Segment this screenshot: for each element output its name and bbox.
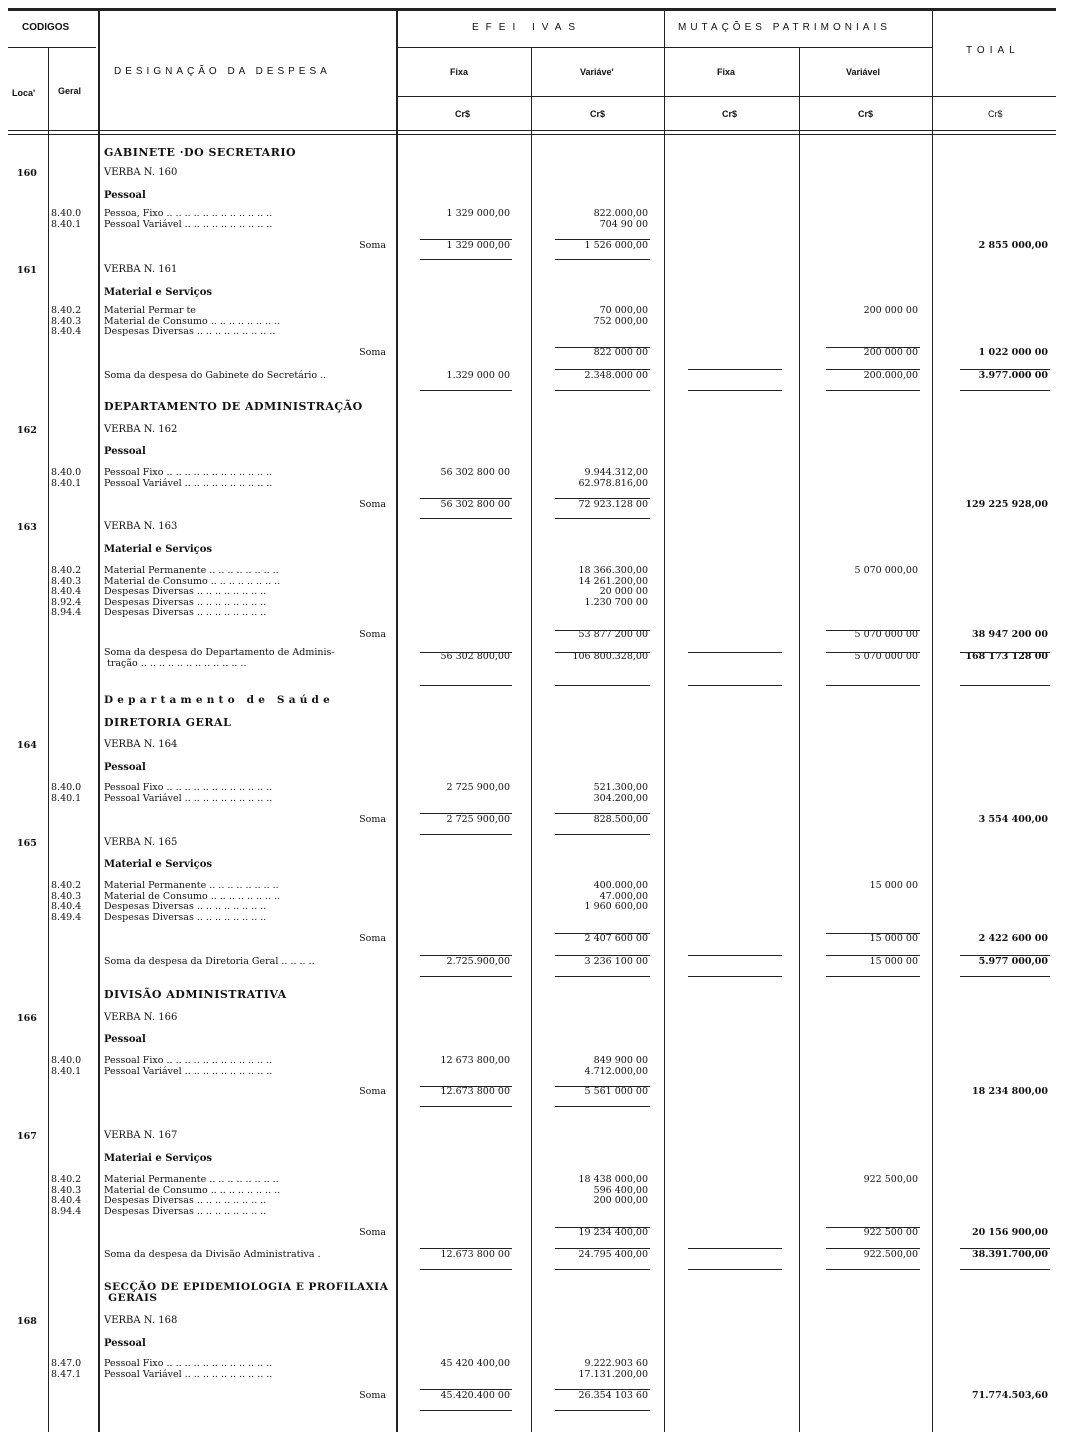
row-description: Material Permanente .. .. .. .. .. .. .. .. Material de Consumo .. .. .. .. .. .. .. .. Despesas Diversas .. .. .. .. .. .. .. .. Despesas Diversas .. .. .. .. .. .. .. .. <box>104 1174 281 1217</box>
rule-line <box>826 1248 920 1249</box>
rule-line <box>420 813 512 814</box>
column-line <box>396 8 398 1432</box>
value-c2: 70 000,00 752 000,00 <box>593 305 648 327</box>
rule-line <box>555 347 650 348</box>
row-description: Pessoa, Fixo .. .. .. .. .. .. .. .. .. .. .. .. Pessoal Variável .. .. .. .. .. .. .. .. .. .. <box>104 208 273 230</box>
value-total: 38.391.700,00 <box>971 1249 1048 1260</box>
section-title: DEPARTAMENTO DE ADMINISTRAÇÃO <box>104 400 363 413</box>
rule-line <box>420 518 512 519</box>
value-c1: 12 673 800,00 <box>440 1055 510 1066</box>
soma-label: Soma <box>359 1086 386 1097</box>
rule-line <box>688 685 782 686</box>
subsection-title: Material e Serviços <box>104 544 213 555</box>
rule-line <box>555 259 650 260</box>
rule-line <box>420 955 512 956</box>
verba-title: VERBA N. 163 <box>104 521 178 532</box>
header-variavel-1: Variáve' <box>580 67 614 77</box>
value-c4: 922 500 00 <box>863 1227 918 1238</box>
department-title: Departamento de Saúde <box>104 694 334 706</box>
header-codigos: CODIGOS <box>22 22 70 33</box>
value-total: 3 554 400,00 <box>978 814 1048 825</box>
subsection-title: Pessoal <box>104 446 146 457</box>
rule-line <box>688 1248 782 1249</box>
value-c1: 1 329 000,00 <box>446 240 510 251</box>
subsection-title: Pessoal <box>104 1034 146 1045</box>
value-total: 18 234 800,00 <box>971 1086 1048 1097</box>
subsection-title: Pessoal <box>104 190 146 201</box>
rule-line <box>555 390 650 391</box>
value-c1: 2 725 900,00 <box>446 782 510 793</box>
rule-line <box>420 1086 512 1087</box>
verba-title: VERBA N. 164 <box>104 739 178 750</box>
rule-line <box>826 347 920 348</box>
rule-line <box>826 1227 920 1228</box>
account-codes: 8.47.0 8.47.1 <box>51 1358 82 1380</box>
rule-line <box>555 1248 650 1249</box>
value-c1: 12.673 800 00 <box>440 1086 510 1097</box>
soma-label: Soma <box>359 629 386 640</box>
column-line <box>799 47 800 1432</box>
verba-title: VERBA N. 162 <box>104 424 178 435</box>
value-total: 129 225 928,00 <box>965 499 1048 510</box>
value-total: 20 156 900,00 <box>971 1227 1048 1238</box>
header-total: TOIAL <box>966 45 1020 56</box>
row-description: Material Permanente .. .. .. .. .. .. .. .. Material de Consumo .. .. .. .. .. .. .. .. Despesas Diversas .. .. .. .. .. .. .. .. Despesas Diversas .. .. .. .. .. .. .. .. <box>104 880 281 923</box>
value-c2: 9.222.903 60 17.131.200,00 <box>578 1358 648 1380</box>
rule-line <box>8 8 1056 11</box>
header-currency-c1: Cr$ <box>455 109 471 119</box>
value-c1: 45 420 400,00 <box>440 1358 510 1369</box>
rule-line <box>555 1269 650 1270</box>
column-line <box>531 47 532 1432</box>
verba-code: 166 <box>17 1013 37 1024</box>
rule-line <box>555 976 650 977</box>
value-total: 168 173 128 00 <box>965 651 1048 662</box>
rule-line <box>960 955 1050 956</box>
row-description: Material Permanente .. .. .. .. .. .. .. .. Material de Consumo .. .. .. .. .. .. .. .. Despesas Diversas .. .. .. .. .. .. .. .. Despesas Diversas .. .. .. .. .. .. .. .. Despesas Diversas .. .. .. .. .. .. .. .. <box>104 565 281 619</box>
value-c4: 200 000 00 <box>863 347 918 358</box>
value-total: 71.774.503,60 <box>971 1390 1048 1401</box>
value-c4: 5 070 000 00 <box>854 629 918 640</box>
value-c1: 1 329 000,00 <box>446 208 510 219</box>
verba-title: VERBA N. 167 <box>104 1130 178 1141</box>
rule-line <box>420 685 512 686</box>
rule-line <box>688 390 782 391</box>
verba-title: VERBA N. 160 <box>104 167 178 178</box>
rule-line <box>420 834 512 835</box>
verba-title: VERBA N. 168 <box>104 1315 178 1326</box>
value-c4: 5 070 000,00 <box>854 565 918 576</box>
subsection-title: Material e Serviços <box>104 287 213 298</box>
rule-line <box>420 390 512 391</box>
value-c2: 9.944.312,00 62.978.816,00 <box>578 467 648 489</box>
row-description: Pessoal Fixo .. .. .. .. .. .. .. .. .. .. .. .. Pessoal Variável .. .. .. .. .. .. .. .. .. .. <box>104 1055 273 1077</box>
row-description: Soma da despesa da Diretoria Geral .. .. .. .. <box>104 956 315 967</box>
rule-line <box>960 685 1050 686</box>
subsection-title: Materiai e Serviços <box>104 1153 213 1164</box>
rule-line <box>8 134 1056 135</box>
rule-line <box>555 834 650 835</box>
section-title: GABINETE ·DO SECRETARIO <box>104 146 297 159</box>
rule-line <box>420 1389 512 1390</box>
value-c2: 849 900 00 4.712.000,00 <box>584 1055 648 1077</box>
rule-line <box>826 652 920 653</box>
verba-title: VERBA N. 166 <box>104 1012 178 1023</box>
verba-code: 162 <box>17 425 37 436</box>
rule-line <box>8 47 96 48</box>
rule-line <box>555 1086 650 1087</box>
value-total: 1 022 000 00 <box>978 347 1048 358</box>
verba-code: 160 <box>17 168 37 179</box>
header-mutacoes: MUTAÇÕES PATRIMONIAIS <box>678 22 891 33</box>
row-description: Pessoal Fixo .. .. .. .. .. .. .. .. .. .. .. .. Pessoal Variável .. .. .. .. .. .. .. .. .. .. <box>104 1358 273 1380</box>
subsection-title: Pessoal <box>104 762 146 773</box>
rule-line <box>398 96 1056 97</box>
row-description: Pessoal Fixo .. .. .. .. .. .. .. .. .. .. .. .. Pessoal Variável .. .. .. .. .. .. .. .. .. .. <box>104 782 273 804</box>
rule-line <box>555 652 650 653</box>
rule-line <box>826 976 920 977</box>
column-line <box>932 8 933 1432</box>
rule-line <box>420 1410 512 1411</box>
soma-label: Soma <box>359 933 386 944</box>
rule-line <box>555 813 650 814</box>
value-c2: 521.300,00 304.200,00 <box>593 782 648 804</box>
soma-label: Soma <box>359 347 386 358</box>
value-c1: 1.329 000 00 <box>446 370 510 381</box>
header-currency-c4: Cr$ <box>858 109 874 119</box>
rule-line <box>960 369 1050 370</box>
value-c2: 19 234 400,00 <box>578 1227 648 1238</box>
soma-label: Soma <box>359 240 386 251</box>
verba-code: 165 <box>17 838 37 849</box>
value-c2: 72 923.128 00 <box>578 499 648 510</box>
rule-line <box>555 630 650 631</box>
row-description: Pessoal Fixo .. .. .. .. .. .. .. .. .. .. .. .. Pessoal Variável .. .. .. .. .. .. .. .. .. .. <box>104 467 273 489</box>
value-c2: 3 236 100 00 <box>584 956 648 967</box>
value-c4: 922 500,00 <box>863 1174 918 1185</box>
header-fixa: Fixa <box>450 67 469 77</box>
rule-line <box>688 955 782 956</box>
rule-line <box>555 239 650 240</box>
rule-line <box>826 955 920 956</box>
value-c1: 2 725 900,00 <box>446 814 510 825</box>
value-c4: 15 000 00 <box>869 880 918 891</box>
verba-code: 168 <box>17 1316 37 1327</box>
rule-line <box>960 1269 1050 1270</box>
rule-line <box>960 652 1050 653</box>
row-description: Soma da despesa da Divisão Administrativa . <box>104 1249 321 1260</box>
value-c2: 1 526 000,00 <box>584 240 648 251</box>
verba-title: VERBA N. 161 <box>104 264 178 275</box>
rule-line <box>688 652 782 653</box>
value-c2: 5 561 000 00 <box>584 1086 648 1097</box>
rule-line <box>420 1269 512 1270</box>
row-description: Soma da despesa do Departamento de Adminis- tração .. .. .. .. .. .. .. .. .. .. .. .. <box>104 647 335 669</box>
value-c2: 18 438 000,00 596 400,00 200 000,00 <box>578 1174 648 1207</box>
rule-line <box>420 498 512 499</box>
rule-line <box>8 130 1056 131</box>
rule-line <box>688 369 782 370</box>
value-c2: 18 366.300,00 14 261.200,00 20 000 00 1.230 700 00 <box>578 565 648 608</box>
header-currency-c2: Cr$ <box>590 109 606 119</box>
rule-line <box>555 955 650 956</box>
value-c4: 922.500,00 <box>863 1249 918 1260</box>
value-c4: 15 000 00 <box>869 933 918 944</box>
verba-title: VERBA N. 165 <box>104 837 178 848</box>
rule-line <box>555 1389 650 1390</box>
column-line <box>48 47 49 1432</box>
account-codes: 8.40.0 8.40.1 <box>51 208 82 230</box>
account-codes: 8.40.0 8.40.1 <box>51 467 82 489</box>
verba-code: 163 <box>17 522 37 533</box>
rule-line <box>555 518 650 519</box>
value-total: 2 422 600 00 <box>978 933 1048 944</box>
rule-line <box>555 1227 650 1228</box>
rule-line <box>555 369 650 370</box>
rule-line <box>555 933 650 934</box>
value-c2: 24.795 400,00 <box>578 1249 648 1260</box>
soma-label: Soma <box>359 1227 386 1238</box>
value-c2: 822.000,00 704 90 00 <box>593 208 648 230</box>
rule-line <box>420 259 512 260</box>
verba-code: 167 <box>17 1131 37 1142</box>
section-title: DIVISÃO ADMINISTRATIVA <box>104 988 287 1001</box>
value-c2: 106 800.328,00 <box>572 651 648 662</box>
header-designacao: DESIGNAÇÃO DA DESPESA <box>114 66 331 77</box>
value-c4: 15 000 00 <box>869 956 918 967</box>
rule-line <box>826 685 920 686</box>
rule-line <box>688 976 782 977</box>
rule-line <box>420 976 512 977</box>
rule-line <box>420 1106 512 1107</box>
section-title: SECÇÃO DE EPIDEMIOLOGIA E PROFILAXIA GERAIS <box>104 1281 389 1304</box>
value-total: 38 947 200 00 <box>971 629 1048 640</box>
value-c2: 2.348.000 00 <box>584 370 648 381</box>
rule-line <box>826 1269 920 1270</box>
header-currency-c3: Cr$ <box>722 109 738 119</box>
row-description: Soma da despesa do Gabinete do Secretário .. <box>104 370 327 381</box>
account-codes: 8.40.2 8.40.3 8.40.4 <box>51 305 82 338</box>
value-c4: 5 070 000 00 <box>854 651 918 662</box>
account-codes: 8.40.2 8.40.3 8.40.4 8.94.4 <box>51 1174 82 1217</box>
rule-line <box>826 630 920 631</box>
value-c4: 200 000 00 <box>863 305 918 316</box>
column-line <box>98 8 100 1432</box>
account-codes: 8.40.0 8.40.1 <box>51 782 82 804</box>
verba-code: 161 <box>17 265 37 276</box>
header-currency-total: Cr$ <box>988 109 1003 119</box>
value-total: 2 855 000,00 <box>978 240 1048 251</box>
value-c1: 45.420.400 00 <box>440 1390 510 1401</box>
row-description: Material Permar te Material de Consumo .. .. .. .. .. .. .. .. Despesas Diversas .. .. .. .. .. .. .. .. .. <box>104 305 281 338</box>
value-c4: 200.000,00 <box>863 370 918 381</box>
column-line <box>664 8 665 1432</box>
value-c1: 56 302 800 00 <box>440 467 510 478</box>
soma-label: Soma <box>359 1390 386 1401</box>
value-c1: 56 302 800,00 <box>440 651 510 662</box>
value-total: 3.977.000 00 <box>978 370 1048 381</box>
subsection-title: Material e Serviços <box>104 859 213 870</box>
soma-label: Soma <box>359 814 386 825</box>
rule-line <box>960 976 1050 977</box>
rule-line <box>420 239 512 240</box>
verba-code: 164 <box>17 740 37 751</box>
header-efetivas: EFEI IVAS <box>472 22 583 33</box>
value-c2: 822 000 00 <box>593 347 648 358</box>
rule-line <box>826 390 920 391</box>
rule-line <box>960 390 1050 391</box>
rule-line <box>555 1106 650 1107</box>
rule-line <box>398 47 932 48</box>
header-fixa-2: Fixa <box>717 67 736 77</box>
rule-line <box>555 685 650 686</box>
value-c2: 26.354 103 60 <box>578 1390 648 1401</box>
value-c1: 12.673 800 00 <box>440 1249 510 1260</box>
header-geral: Geral <box>58 86 82 96</box>
rule-line <box>826 369 920 370</box>
rule-line <box>420 652 512 653</box>
rule-line <box>960 1248 1050 1249</box>
account-codes: 8.40.2 8.40.3 8.40.4 8.92.4 8.94.4 <box>51 565 82 619</box>
value-c2: 828.500,00 <box>593 814 648 825</box>
rule-line <box>555 498 650 499</box>
value-c2: 53 877 200 00 <box>578 629 648 640</box>
section-title: DIRETORIA GERAL <box>104 716 232 729</box>
subsection-title: Pessoal <box>104 1338 146 1349</box>
rule-line <box>688 1269 782 1270</box>
rule-line <box>420 1248 512 1249</box>
value-c2: 400.000,00 47.000,00 1 960 600,00 <box>584 880 648 913</box>
account-codes: 8.40.2 8.40.3 8.40.4 8.49.4 <box>51 880 82 923</box>
account-codes: 8.40.0 8.40.1 <box>51 1055 82 1077</box>
rule-line <box>555 1410 650 1411</box>
value-c2: 2 407 600 00 <box>584 933 648 944</box>
value-c1: 2.725.900,00 <box>446 956 510 967</box>
soma-label: Soma <box>359 499 386 510</box>
value-c1: 56 302 800 00 <box>440 499 510 510</box>
value-total: 5.977 000,00 <box>978 956 1048 967</box>
header-local: Loca' <box>12 88 36 98</box>
rule-line <box>826 933 920 934</box>
header-variavel-2: Variável <box>846 67 881 77</box>
